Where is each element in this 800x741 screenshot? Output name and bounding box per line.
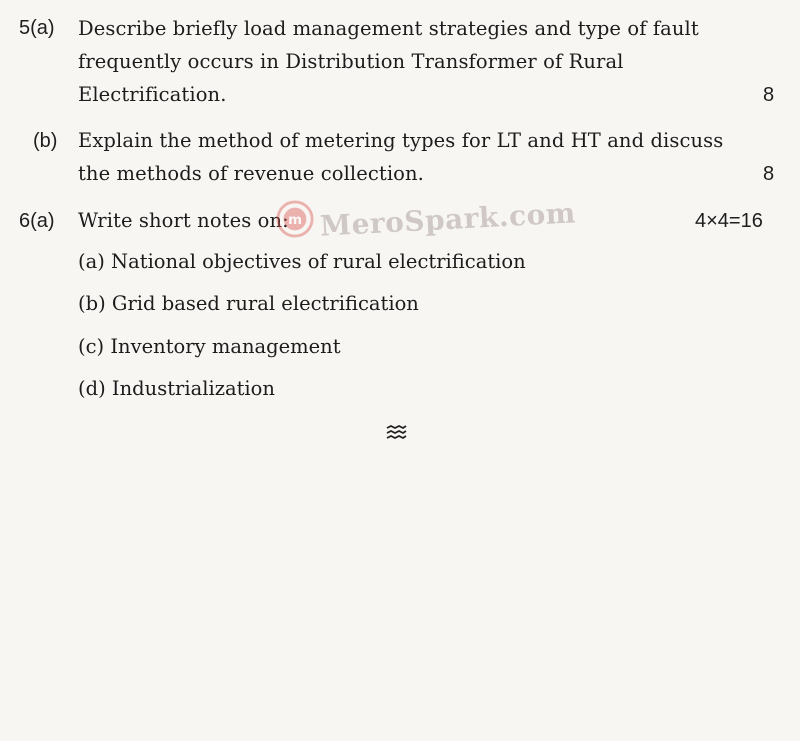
list-item: (a) National objectives of rural electrification: [78, 250, 526, 273]
question-5b-line-2: the methods of revenue collection.: [78, 162, 424, 185]
question-6a-prompt: [78, 204, 289, 237]
question-5a-line-2: [78, 45, 777, 78]
question-number-5b: (b): [33, 130, 58, 152]
question-5b-marks: 8: [763, 163, 775, 185]
question-5a-marks: 8: [763, 84, 775, 106]
question-number-6a: 6(a): [19, 210, 55, 232]
question-5a-text: [78, 12, 777, 111]
word: of: [543, 50, 563, 73]
question-6a-prompt-text: Write short notes on:: [78, 209, 289, 232]
word: Transformer: [411, 50, 537, 73]
word: in: [260, 50, 280, 73]
word: briefly: [172, 17, 238, 40]
svg-text:m: m: [288, 212, 302, 228]
question-5a-line-3: Electrification.: [78, 83, 227, 106]
list-item: (c) Inventory management: [78, 335, 341, 358]
question-6a-marks: 4×4=16: [695, 210, 763, 232]
word: management: [292, 17, 423, 40]
word: and: [534, 17, 572, 40]
word: frequently: [78, 50, 182, 73]
word: fault: [652, 17, 699, 40]
word: strategies: [428, 17, 529, 40]
word: Distribution: [285, 50, 406, 73]
word: of: [627, 17, 647, 40]
merospark-logo-icon: [276, 200, 314, 238]
question-number-5a: 5(a): [19, 17, 55, 39]
question-5b-line-1: Explain the method of metering types for LT and HT and discuss: [78, 129, 724, 152]
word: type: [577, 17, 622, 40]
list-item: (b) Grid based rural electrification: [78, 292, 419, 315]
merospark-watermark: [276, 195, 577, 243]
watermark-text: MeroSpark.com: [319, 195, 577, 243]
list-item: (d) Industrialization: [78, 377, 275, 400]
word: Rural: [568, 50, 624, 73]
question-5b-text: [78, 124, 723, 190]
end-of-paper-mark-icon: [385, 424, 407, 442]
word: load: [243, 17, 287, 40]
word: occurs: [187, 50, 254, 73]
word: Describe: [78, 17, 167, 40]
question-5a-line-1: [78, 12, 777, 45]
